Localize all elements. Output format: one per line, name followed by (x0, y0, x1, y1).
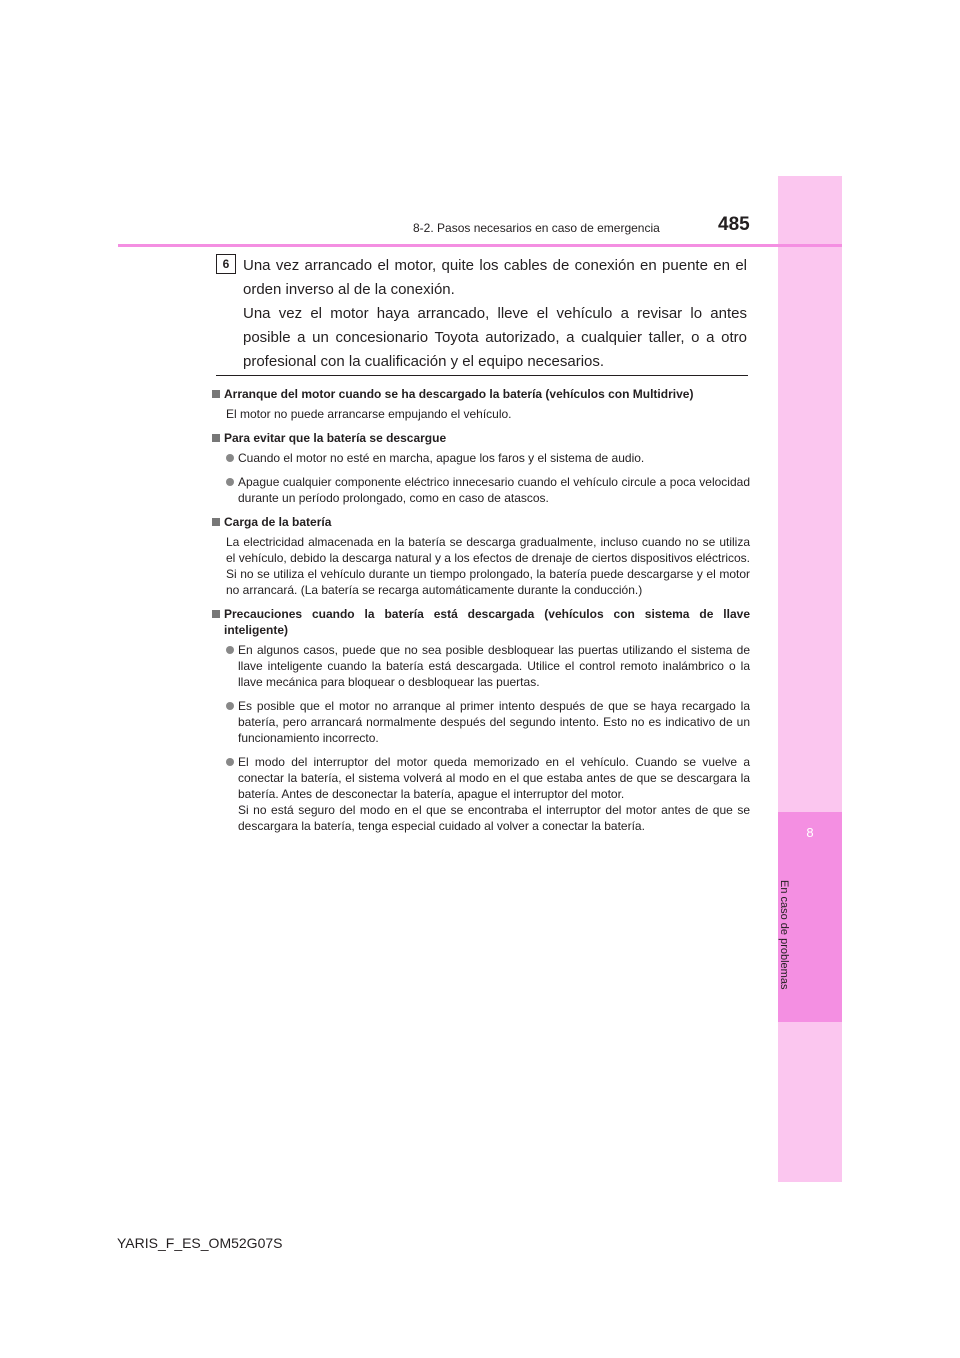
note-title: Precauciones cuando la batería está descargada (vehículos con sistema de llave inteligente) (212, 606, 750, 638)
chapter-number: 8 (806, 825, 814, 840)
notes-section (212, 386, 750, 842)
step-text: Una vez arrancado el motor, quite los cables de conexión en puente en el orden inverso al de la conexión. (243, 257, 747, 298)
chapter-name-container (778, 880, 804, 1020)
list-item: Cuando el motor no esté en marcha, apague los faros y el sistema de audio. (212, 450, 750, 466)
note-title: Para evitar que la batería se descargue (212, 430, 750, 446)
document-code: YARIS_F_ES_OM52G07S (117, 1235, 283, 1251)
round-bullet-icon (226, 758, 234, 766)
page-number: 485 (718, 214, 750, 235)
round-bullet-icon (226, 646, 234, 654)
notes-divider (216, 375, 748, 376)
note-text: La electricidad almacenada en la batería se descarga gradualmente, incluso cuando no se utiliza el vehículo, debido la descarga natural y a los efectos de drenaje de ciertos dispositivos eléctricos. Si no se utiliza el vehículo durante un tiempo prolongado, la batería puede descargarse y el motor no arrancará. (La batería se recarga automáticamente durante la conducción.) (226, 535, 750, 597)
step-number-badge: 6 (216, 254, 236, 274)
list-item: Apague cualquier componente eléctrico innecesario cuando el vehículo circule a poca velocidad durante un período prolongado, como en caso de atascos. (212, 474, 750, 506)
note-text: El motor no puede arrancarse empujando el vehículo. (226, 407, 512, 421)
round-bullet-icon (226, 454, 234, 462)
list-item: El modo del interruptor del motor queda memorizado en el vehículo. Cuando se vuelve a conectar la batería, el sistema volverá al modo en el que estaba antes de que se descargara la batería. Antes de desconectar la batería, apague el interruptor del motor. Si no está seguro del modo en el que se encontraba el interruptor del motor antes de que se descargara la batería, tenga especial cuidado al volver a conectar la batería. (212, 754, 750, 834)
round-bullet-icon (226, 702, 234, 710)
section-title: 8-2. Pasos necesarios en caso de emergencia (413, 221, 660, 235)
square-bullet-icon (212, 434, 220, 442)
list-item: En algunos casos, puede que no sea posible desbloquear las puertas utilizando el sistema de llave inteligente cuando la batería está descargada. Utilice el control remoto inalámbrico o la llave mecánica para bloquear o desbloquear las puertas. (212, 642, 750, 690)
square-bullet-icon (212, 610, 220, 618)
list-item: Es posible que el motor no arranque al primer intento después de que se haya recargado la batería, pero arrancará normalmente después del segundo intento. Esto no es indicativo de un funcionamiento incorrecto. (212, 698, 750, 746)
note-title: Arranque del motor cuando se ha descargado la batería (vehículos con Multidrive) (212, 386, 750, 402)
chapter-side-tab (778, 176, 842, 1182)
square-bullet-icon (212, 518, 220, 526)
header-divider (118, 244, 842, 247)
chapter-name: En caso de problemas (778, 880, 790, 990)
square-bullet-icon (212, 390, 220, 398)
note-title: Carga de la batería (212, 514, 750, 530)
round-bullet-icon (226, 478, 234, 486)
step-followup-text: Una vez el motor haya arrancado, lleve el vehículo a revisar lo antes posible a un concesionario Toyota autorizado, a cualquier taller, o a otro profesional con la cualificación y el equipo necesarios. (243, 305, 747, 370)
